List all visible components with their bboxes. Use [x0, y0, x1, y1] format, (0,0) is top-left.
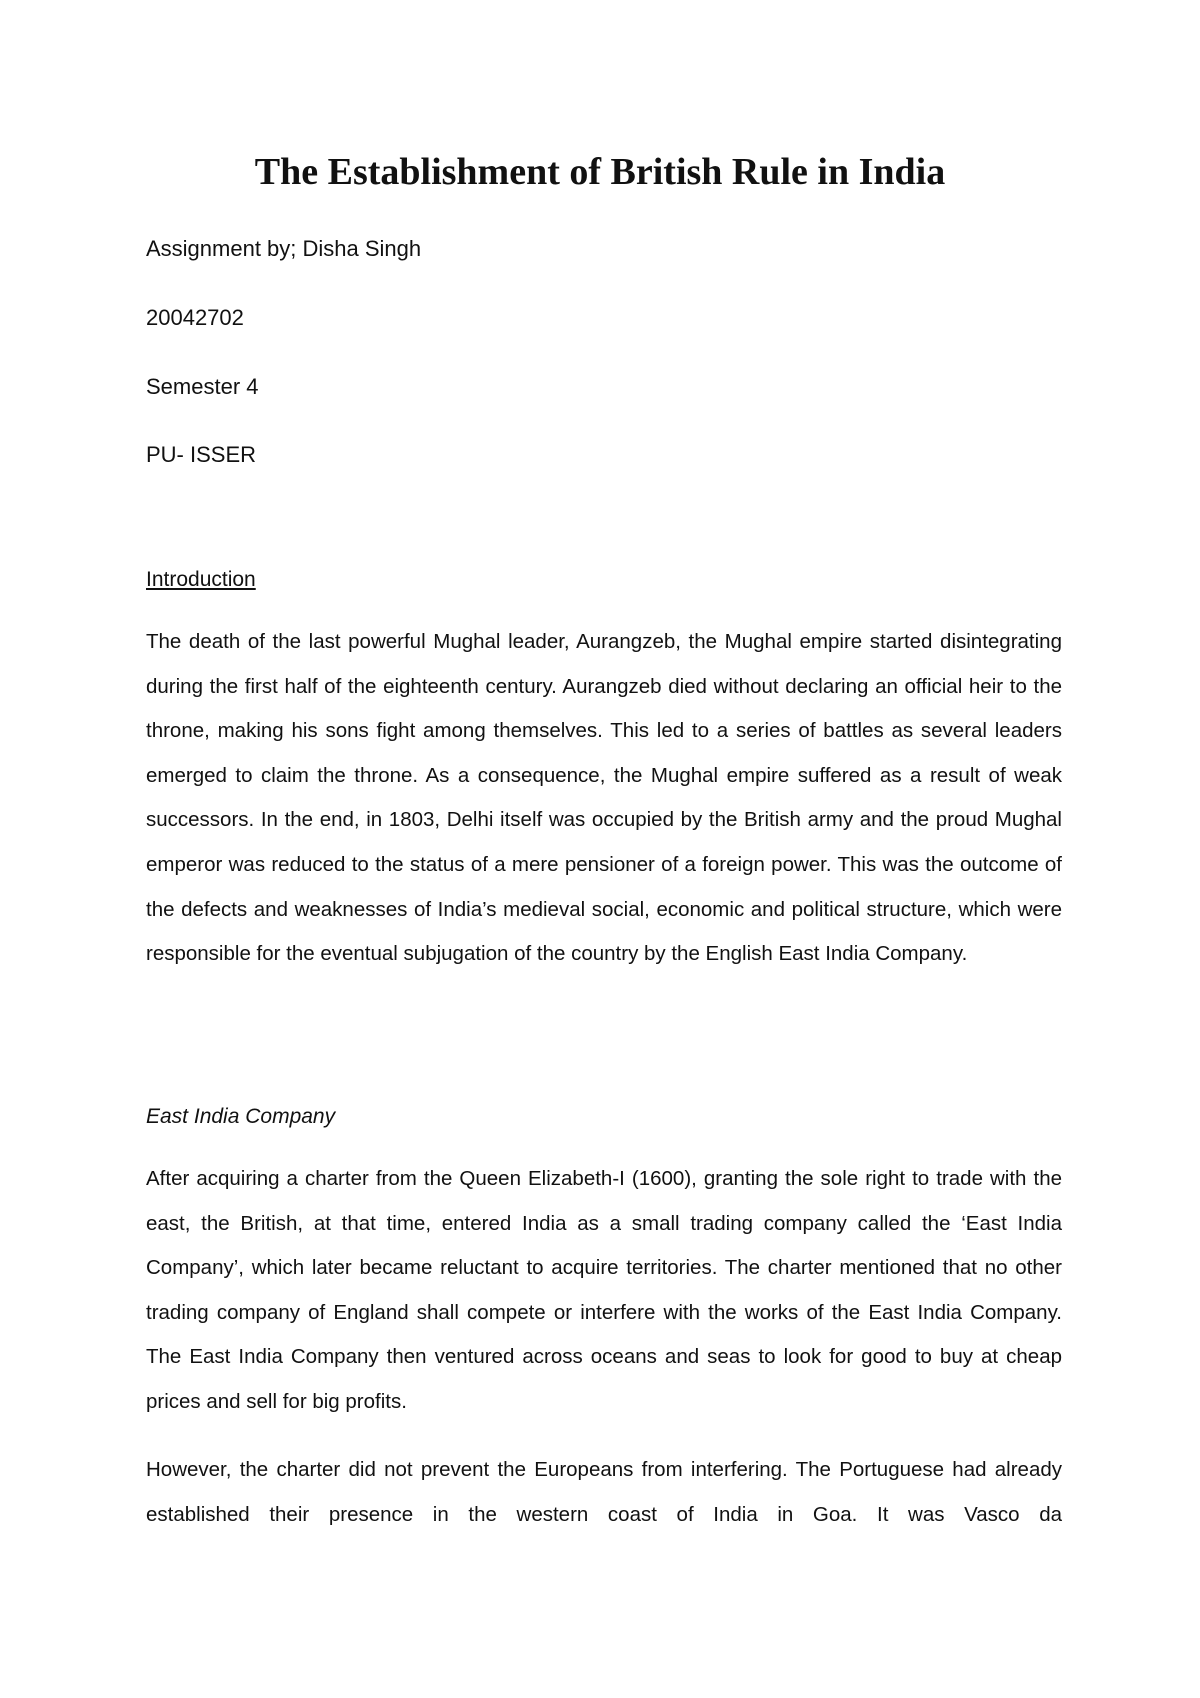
department: PU- ISSER: [146, 442, 257, 467]
roll-number: 20042702: [146, 305, 244, 330]
paragraph-east-india-company-1: After acquiring a charter from the Queen Elizabeth-I (1600), granting the sole right to trade with the east, the British, at that time, entered India as a small trading company called the ‘East India Company’, which later became reluctant to acquire territories. The charter mentioned that no other trading company of England shall compete or interfere with the works of the East India Company. The East India Company then ventured across oceans and seas to look for good to buy at cheap prices and sell for big profits.: [146, 1167, 1062, 1413]
paragraph-introduction: The death of the last powerful Mughal leader, Aurangzeb, the Mughal empire started disintegrating during the first half of the eighteenth century. Aurangzeb died without declaring an official heir to the throne, making his sons fight among themselves. This led to a series of battles as several leaders emerged to claim the throne. As a consequence, the Mughal empire suffered as a result of weak successors. In the end, in 1803, Delhi itself was occupied by the British army and the proud Mughal emperor was reduced to the status of a mere pensioner of a foreign power. This was the outcome of the defects and weaknesses of India’s medieval social, economic and political structure, which were responsible for the eventual subjugation of the country by the English East India Company.: [146, 630, 1062, 966]
section-heading-introduction: Introduction: [146, 568, 256, 591]
author-line: Assignment by; Disha Singh: [146, 236, 422, 261]
section-heading-east-india-company: East India Company: [146, 1105, 336, 1128]
paragraph-east-india-company-2: However, the charter did not prevent the Europeans from interfering. The Portuguese had already established their presence in the western coast of India in Goa. It was Vasco da: [146, 1458, 1062, 1526]
document-title: The Establishment of British Rule in India: [254, 151, 946, 193]
semester: Semester 4: [146, 374, 259, 399]
